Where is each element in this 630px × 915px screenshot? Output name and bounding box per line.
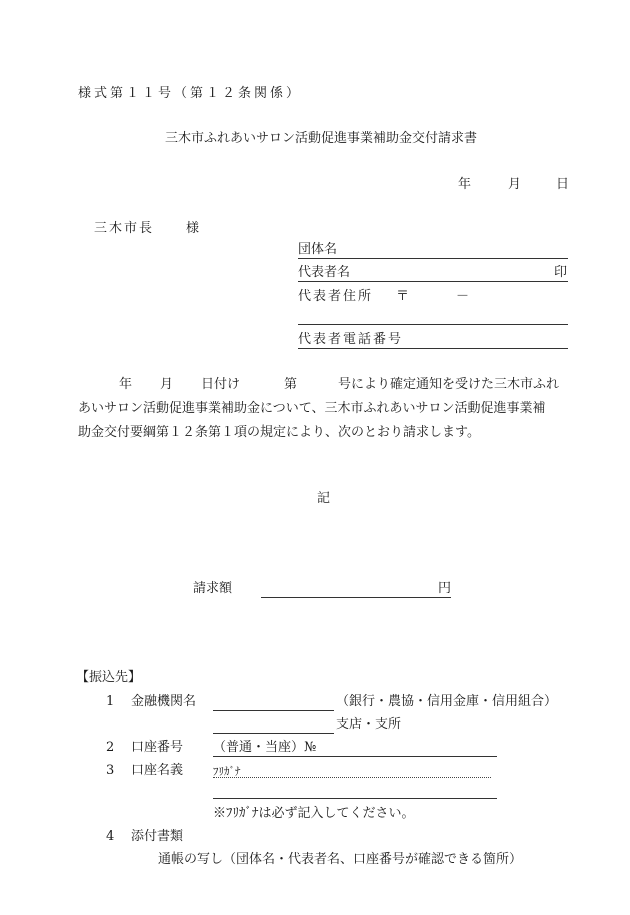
item-4-number: 4 — [106, 829, 115, 844]
item-1-label: 金融機関名 — [131, 694, 197, 709]
request-amount-line[interactable] — [261, 597, 451, 598]
furigana-label: ﾌﾘｶﾞﾅ — [213, 765, 241, 778]
item-1-number: 1 — [106, 694, 115, 709]
account-number-line[interactable] — [213, 756, 497, 757]
group-name-label: 団体名 — [298, 242, 338, 257]
item-2-number: 2 — [106, 740, 115, 755]
attachment-description: 通帳の写し（団体名・代表者名、口座番号が確認できる箇所） — [158, 852, 523, 867]
body-line3: 助金交付要綱第１２条第１項の規定により、次のとおり請求します。 — [78, 425, 480, 440]
furigana-line[interactable] — [213, 777, 491, 778]
item-4-label: 添付書類 — [131, 829, 184, 844]
item-3-number: 3 — [106, 763, 115, 778]
transfer-heading: 【振込先】 — [76, 670, 142, 685]
seal-mark: 印 — [554, 265, 568, 280]
postal-dash: － — [456, 289, 470, 304]
date-day: 日 — [556, 177, 570, 192]
item-3-label: 口座名義 — [131, 763, 184, 778]
branch-type-note: 支店・支所 — [336, 717, 402, 732]
rep-address-line[interactable] — [298, 324, 568, 325]
body-line1-rest: 号により確定通知を受けた三木市ふれ — [338, 377, 560, 392]
body-line2: あいサロン活動促進事業補助金について、三木市ふれあいサロン活動促進事業補 — [78, 401, 546, 416]
body-day: 日付け — [201, 377, 241, 392]
account-type: （普通・当座）№ — [213, 740, 317, 755]
rep-phone-label: 代表者電話番号 — [298, 332, 404, 347]
rep-address-label: 代表者住所 — [298, 289, 374, 304]
addressee-name: 三木市長 — [94, 221, 155, 236]
bank-name-line[interactable] — [213, 710, 334, 711]
group-name-line[interactable] — [298, 258, 568, 259]
account-holder-line[interactable] — [213, 798, 497, 799]
date-month: 月 — [508, 177, 522, 192]
furigana-note: ※ﾌﾘｶﾞﾅは必ず記入してください。 — [213, 806, 415, 821]
body-dai: 第 — [284, 377, 298, 392]
ki-mark: 記 — [317, 491, 331, 506]
bank-type-note: （銀行・農協・信用金庫・信用組合） — [336, 694, 558, 709]
branch-name-line[interactable] — [213, 733, 334, 734]
addressee-honorific: 様 — [186, 221, 200, 236]
item-2-label: 口座番号 — [131, 740, 184, 755]
postal-mark: 〒 — [396, 289, 410, 304]
rep-phone-line[interactable] — [298, 348, 568, 349]
form-number: 様式第１１号（第１２条関係） — [78, 86, 303, 101]
body-month: 月 — [160, 377, 174, 392]
body-year: 年 — [119, 377, 133, 392]
request-label: 請求額 — [193, 581, 233, 596]
document-title: 三木市ふれあいサロン活動促進事業補助金交付請求書 — [165, 131, 478, 146]
rep-name-line[interactable] — [298, 281, 568, 282]
rep-name-label: 代表者名 — [298, 265, 351, 280]
date-year: 年 — [458, 177, 472, 192]
request-unit: 円 — [438, 581, 452, 596]
